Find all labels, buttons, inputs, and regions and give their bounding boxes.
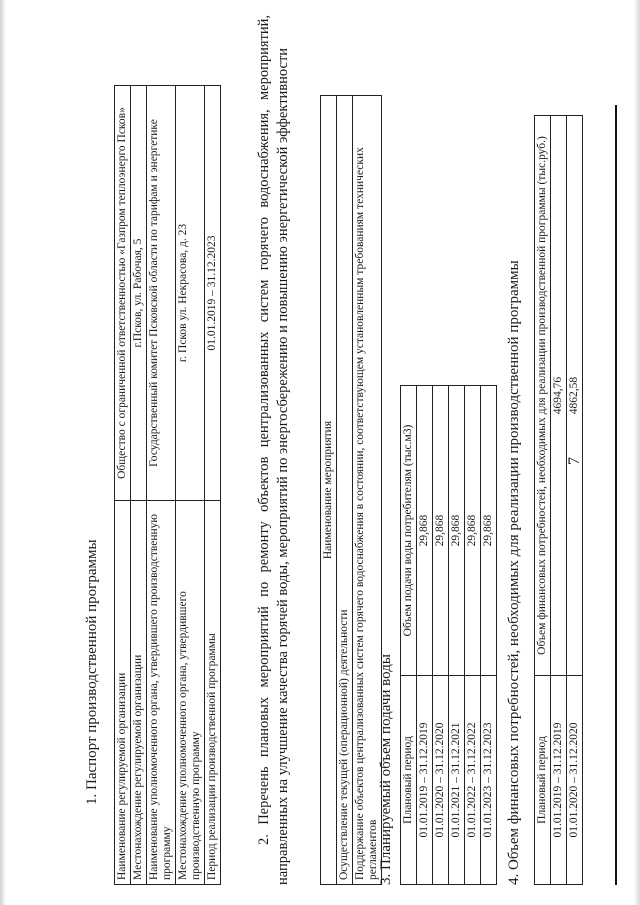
finance-period: 01.01.2020 – 31.12.2020 bbox=[567, 676, 583, 885]
measure-item: Поддержание объектов централизованных систем горячего водоснабжения в состоянии, соответствующем установленным требованиям технических регламентов bbox=[353, 96, 382, 885]
passport-value: г. Псков ул. Некрасова, д. 23 bbox=[176, 86, 205, 501]
table-row bbox=[465, 386, 481, 885]
passport-label: Местонахождение уполномоченного органа, утвердившего производственную программу bbox=[176, 501, 205, 885]
table-row bbox=[449, 386, 465, 885]
table-header-row bbox=[321, 96, 337, 885]
measure-item: Осуществление текущей (операционной) деятельности bbox=[337, 96, 353, 885]
table-header-row bbox=[535, 116, 551, 885]
volume-period: 01.01.2020 – 31.12.2020 bbox=[433, 676, 449, 885]
measures-table bbox=[320, 95, 382, 885]
table-row bbox=[551, 116, 567, 885]
volume-period: 01.01.2022 – 31.12.2022 bbox=[465, 676, 481, 885]
section2-paragraph bbox=[255, 15, 293, 885]
section4-title: 4. Объем финансовых потребностей, необходимых для реализации производственной программы bbox=[506, 260, 522, 885]
page-number: 7 bbox=[566, 457, 583, 465]
table-row bbox=[481, 386, 497, 885]
table-row bbox=[176, 86, 205, 885]
volume-amount-header: Объем подачи воды потребителям (тыс.м3) bbox=[401, 386, 417, 676]
table-row bbox=[147, 86, 176, 885]
section1-title: 1. Паспорт производственной программы bbox=[84, 539, 100, 805]
table-row bbox=[433, 386, 449, 885]
finance-table bbox=[534, 115, 583, 885]
section3-title: 3. Планируемый объем подачи воды bbox=[378, 654, 394, 885]
table-header-row bbox=[401, 386, 417, 885]
page-cut-edge bbox=[615, 105, 617, 885]
table-row bbox=[337, 96, 353, 885]
passport-value: 01.01.2019 – 31.12.2023 bbox=[205, 86, 221, 501]
volume-period-header: Плановый период bbox=[401, 676, 417, 885]
table-row bbox=[115, 86, 131, 885]
volume-amount: 29,868 bbox=[481, 386, 497, 676]
finance-period-header: Плановый период bbox=[535, 676, 551, 885]
water-volume-table bbox=[400, 385, 497, 885]
passport-label: Местонахождение регулируемой организации bbox=[131, 501, 147, 885]
section2-text: 2. Перечень плановых мероприятий по ремонту объектов централизованных систем горячего водоснабжения, мероприятий, направленных на улучшение качества горячей воды, мероприятий по энергосбережению и повышению энергетической эффективности bbox=[256, 15, 291, 885]
passport-value: Государственный комитет Псковской области по тарифам и энергетике bbox=[147, 86, 176, 501]
volume-period: 01.01.2021 – 31.12.2021 bbox=[449, 676, 465, 885]
passport-label: Наименование регулируемой организации bbox=[115, 501, 131, 885]
passport-label: Период реализации производственной программы bbox=[205, 501, 221, 885]
table-row bbox=[205, 86, 221, 885]
volume-amount: 29,868 bbox=[417, 386, 433, 676]
table-row bbox=[567, 116, 583, 885]
finance-amount: 4694,76 bbox=[551, 116, 567, 676]
passport-table bbox=[114, 85, 221, 885]
volume-period: 01.01.2023 – 31.12.2023 bbox=[481, 676, 497, 885]
passport-value: Общество с ограниченной ответственностью «Газпром теплоэнерго Псков» bbox=[115, 86, 131, 501]
volume-amount: 29,868 bbox=[449, 386, 465, 676]
passport-label: Наименование уполномоченного органа, утвердившего производственную программу bbox=[147, 501, 176, 885]
volume-period: 01.01.2019 – 31.12.2019 bbox=[417, 676, 433, 885]
passport-value: г.Псков, ул. Рабочая, 5 bbox=[131, 86, 147, 501]
measures-header: Наименование мероприятия bbox=[321, 96, 337, 885]
finance-amount-header: Объем финансовых потребностей, необходимых для реализации производственной программы (тыс.руб.) bbox=[535, 116, 551, 676]
finance-period: 01.01.2019 – 31.12.2019 bbox=[551, 676, 567, 885]
volume-amount: 29,868 bbox=[465, 386, 481, 676]
finance-amount: 4862,58 bbox=[567, 116, 583, 676]
table-row bbox=[417, 386, 433, 885]
volume-amount: 29,868 bbox=[433, 386, 449, 676]
table-row bbox=[131, 86, 147, 885]
